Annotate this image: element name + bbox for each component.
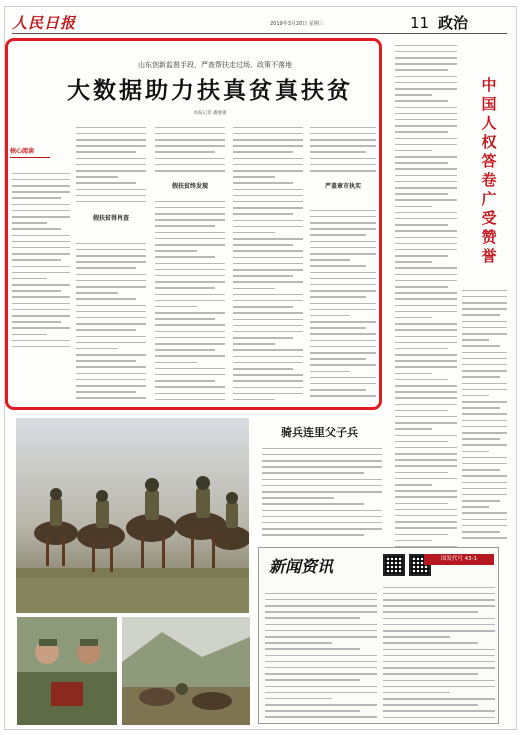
text-line xyxy=(265,673,377,675)
text-line xyxy=(395,298,457,300)
text-line xyxy=(395,249,457,251)
text-line xyxy=(395,435,457,437)
text-line xyxy=(383,642,478,644)
text-line xyxy=(395,138,457,140)
text-line xyxy=(262,479,382,481)
text-line xyxy=(265,667,377,669)
text-line xyxy=(462,383,507,385)
text-line xyxy=(395,342,457,344)
text-line xyxy=(395,237,457,239)
text-line xyxy=(395,168,457,170)
text-line xyxy=(395,305,457,307)
text-line xyxy=(395,428,432,430)
text-line xyxy=(462,352,507,354)
text-line xyxy=(395,410,448,412)
ad-box xyxy=(258,547,499,724)
text-line xyxy=(262,491,382,493)
text-line xyxy=(262,466,382,468)
text-line xyxy=(395,218,457,220)
text-line xyxy=(395,354,457,356)
text-line xyxy=(395,107,457,109)
text-line xyxy=(383,661,495,663)
text-line xyxy=(395,472,448,474)
text-line xyxy=(383,680,495,682)
text-line xyxy=(395,88,457,90)
text-line xyxy=(265,661,377,663)
text-line xyxy=(395,206,432,208)
text-line xyxy=(395,317,432,319)
text-line xyxy=(395,243,457,245)
text-line xyxy=(395,385,457,387)
text-line xyxy=(462,457,507,459)
text-line xyxy=(395,113,457,115)
text-line xyxy=(462,370,507,372)
text-line xyxy=(462,494,507,496)
photo-feature-title: 骑兵连里父子兵 xyxy=(281,426,358,439)
page-number: 11 xyxy=(410,14,430,32)
text-line xyxy=(265,716,377,718)
text-line xyxy=(395,459,457,461)
text-line xyxy=(462,506,489,508)
lead-subhead-3: 假扶贫得肖查 xyxy=(92,215,129,222)
text-line xyxy=(462,525,507,527)
text-line xyxy=(462,389,507,391)
text-line xyxy=(265,611,377,613)
issue-date: 2019年3月20日 星期三 xyxy=(270,21,324,27)
text-line xyxy=(462,469,500,471)
text-line xyxy=(395,51,457,53)
text-line xyxy=(265,605,377,607)
text-line xyxy=(383,692,450,694)
text-line xyxy=(395,496,457,498)
text-line xyxy=(395,311,457,313)
text-line xyxy=(462,321,507,323)
text-line xyxy=(383,624,495,626)
text-line xyxy=(395,69,448,71)
text-line xyxy=(395,379,448,381)
cavalry-photo xyxy=(16,418,249,613)
text-line xyxy=(395,404,457,406)
lead-headline: 大数据助力扶真贫真扶贫 xyxy=(67,78,353,104)
text-line xyxy=(262,472,364,474)
text-line xyxy=(462,426,507,428)
masthead-rule xyxy=(12,33,507,34)
text-line xyxy=(262,510,382,512)
text-line xyxy=(395,274,457,276)
newspaper-logo: 人民日报 xyxy=(12,14,77,32)
text-line xyxy=(395,82,457,84)
text-line xyxy=(462,302,507,304)
text-line xyxy=(462,327,507,329)
text-line xyxy=(462,488,507,490)
text-line xyxy=(265,642,332,644)
text-line xyxy=(395,63,457,65)
text-line xyxy=(383,599,495,601)
text-line xyxy=(395,323,457,325)
text-line xyxy=(395,156,457,158)
text-line xyxy=(395,478,457,480)
text-line xyxy=(383,710,495,712)
text-line xyxy=(462,537,507,539)
highlight-frame xyxy=(5,38,382,410)
text-line xyxy=(395,509,457,511)
text-line xyxy=(265,599,377,601)
text-line xyxy=(462,364,507,366)
text-line xyxy=(462,358,507,360)
text-line xyxy=(395,540,432,542)
text-line xyxy=(395,447,457,449)
text-line xyxy=(395,422,457,424)
text-line xyxy=(395,366,457,368)
text-line xyxy=(395,348,448,350)
father-son-photo xyxy=(17,617,117,725)
text-line xyxy=(395,391,457,393)
lead-subhead-2: 严盖章市执实 xyxy=(324,183,361,190)
text-line xyxy=(395,187,457,189)
text-line xyxy=(395,373,432,375)
text-line xyxy=(395,329,457,331)
text-line xyxy=(395,125,457,127)
text-line xyxy=(395,212,457,214)
right-column-text-2 xyxy=(462,285,507,540)
text-line xyxy=(265,630,377,632)
text-line xyxy=(462,401,507,403)
text-line xyxy=(395,119,457,121)
text-line xyxy=(383,717,495,719)
text-line xyxy=(462,451,489,453)
text-line xyxy=(462,345,500,347)
text-line xyxy=(383,605,495,607)
photo-caption-text xyxy=(262,443,382,541)
text-line xyxy=(383,611,478,613)
text-line xyxy=(395,527,457,529)
text-line xyxy=(265,692,377,694)
text-line xyxy=(265,679,360,681)
text-line xyxy=(262,534,364,536)
text-line xyxy=(262,448,382,450)
text-line xyxy=(395,484,432,486)
text-line xyxy=(265,617,360,619)
text-line xyxy=(262,528,382,530)
qr-code-1-icon xyxy=(383,554,405,576)
ad-code-label: 国发代号 43-1 xyxy=(424,554,494,565)
masthead xyxy=(12,12,507,34)
text-line xyxy=(395,490,457,492)
text-line xyxy=(395,144,457,146)
right-feature-title: 中国人权答卷广受赞誉 xyxy=(481,76,497,265)
text-line xyxy=(395,503,448,505)
text-line xyxy=(395,230,457,232)
text-line xyxy=(395,57,457,59)
text-line xyxy=(395,199,457,201)
text-line xyxy=(383,667,495,669)
text-line xyxy=(383,593,495,595)
text-line xyxy=(395,280,457,282)
text-line xyxy=(262,497,334,499)
text-line xyxy=(383,704,478,706)
text-line xyxy=(262,460,382,462)
text-line xyxy=(462,432,507,434)
text-line xyxy=(383,673,478,675)
text-line xyxy=(383,587,495,589)
text-line xyxy=(395,261,432,263)
text-line xyxy=(265,704,377,706)
text-line xyxy=(395,416,457,418)
text-line xyxy=(383,649,495,651)
text-line xyxy=(462,482,507,484)
text-line xyxy=(383,630,495,632)
horses-resting-photo xyxy=(122,617,250,725)
text-line xyxy=(395,100,448,102)
text-line xyxy=(395,267,457,269)
text-line xyxy=(462,296,507,298)
text-line xyxy=(462,519,507,521)
text-line xyxy=(462,413,507,415)
text-line xyxy=(395,453,457,455)
text-line xyxy=(395,150,432,152)
text-line xyxy=(395,45,457,47)
text-line xyxy=(383,686,495,688)
core-reading-label: 核心阅读 xyxy=(10,148,35,155)
ad-right-list xyxy=(383,582,495,720)
text-line xyxy=(462,512,507,514)
text-line xyxy=(462,531,500,533)
text-line xyxy=(262,503,364,505)
section-name: 政治 xyxy=(438,14,469,32)
text-line xyxy=(395,521,457,523)
text-line xyxy=(395,465,457,467)
text-line xyxy=(265,710,360,712)
text-line xyxy=(395,181,457,183)
text-line xyxy=(395,162,448,164)
text-line xyxy=(462,420,507,422)
text-line xyxy=(262,454,382,456)
text-line xyxy=(395,76,457,78)
text-line xyxy=(395,131,448,133)
text-line xyxy=(395,441,448,443)
text-line xyxy=(462,463,507,465)
text-line xyxy=(265,648,360,650)
ad-left-list xyxy=(265,588,377,720)
lead-kicker: 山东创新监督手段，严查帮扶走过场、政策不落地 xyxy=(138,61,292,69)
text-line xyxy=(462,314,500,316)
text-line xyxy=(395,397,457,399)
text-line xyxy=(462,407,500,409)
text-line xyxy=(462,444,507,446)
text-line xyxy=(265,698,332,700)
text-line xyxy=(262,522,382,524)
text-line xyxy=(383,698,495,700)
text-line xyxy=(462,500,500,502)
text-line xyxy=(462,333,507,335)
lead-byline: 本报记者 潘俊强 xyxy=(193,111,227,116)
text-line xyxy=(383,636,450,638)
text-line xyxy=(462,475,507,477)
ad-logo: 新闻资讯 xyxy=(269,557,334,576)
text-line xyxy=(395,286,448,288)
text-line xyxy=(383,618,495,620)
text-line xyxy=(462,308,507,310)
text-line xyxy=(265,655,377,657)
text-line xyxy=(462,438,500,440)
text-line xyxy=(395,255,448,257)
text-line xyxy=(395,224,448,226)
text-line xyxy=(395,193,448,195)
text-line xyxy=(395,515,457,517)
text-line xyxy=(462,339,489,341)
text-line xyxy=(265,686,377,688)
text-line xyxy=(265,636,377,638)
text-line xyxy=(383,655,495,657)
text-line xyxy=(265,593,377,595)
text-line xyxy=(262,516,382,518)
text-line xyxy=(395,534,448,536)
text-line xyxy=(395,360,457,362)
text-line xyxy=(462,290,507,292)
text-line xyxy=(462,395,489,397)
text-line xyxy=(462,376,500,378)
text-line xyxy=(395,292,457,294)
text-line xyxy=(395,175,457,177)
text-line xyxy=(395,94,432,96)
text-line xyxy=(395,336,457,338)
text-line xyxy=(265,624,377,626)
text-line xyxy=(262,485,382,487)
lead-subhead-1: 假扶贫终发现 xyxy=(171,183,208,190)
